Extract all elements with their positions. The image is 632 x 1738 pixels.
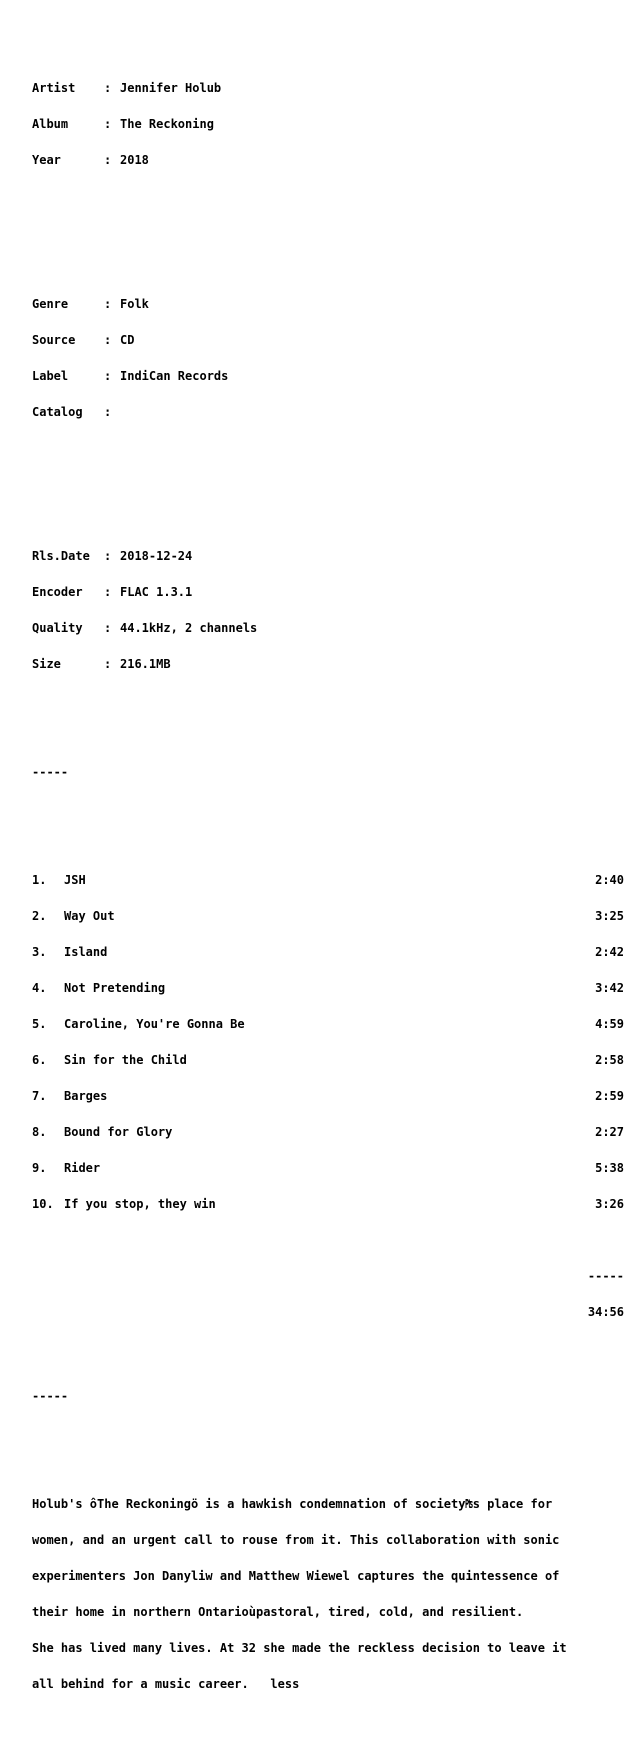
meta-value: Jennifer Holub — [120, 81, 222, 95]
description-line: experimenters Jon Danyliw and Matthew Wiewel captures the quintessence of — [32, 1569, 560, 1583]
track-number: 8. — [32, 1125, 47, 1139]
meta-label: Source — [32, 333, 76, 347]
track-title: Sin for the Child — [64, 1053, 187, 1067]
track-duration: 3:26 — [595, 1197, 624, 1211]
spacer — [32, 1426, 624, 1438]
meta-separator: : — [104, 81, 112, 95]
track-duration: 3:25 — [595, 909, 624, 923]
meta-separator: : — [104, 657, 112, 671]
meta-label: Label — [32, 369, 69, 383]
track-title: Bound for Glory — [64, 1125, 173, 1139]
description-line: women, and an urgent call to rouse from it. This collaboration with sonic — [32, 1533, 560, 1547]
track-row — [32, 946, 624, 958]
track-number: 1. — [32, 873, 47, 887]
section-divider: ----- — [32, 1389, 69, 1403]
meta-value: FLAC 1.3.1 — [120, 585, 193, 599]
track-row — [32, 874, 624, 886]
track-number: 5. — [32, 1017, 47, 1031]
meta-label: Artist — [32, 81, 76, 95]
meta-separator: : — [104, 585, 112, 599]
track-number: 4. — [32, 981, 47, 995]
track-duration: 2:58 — [595, 1053, 624, 1067]
meta-separator: : — [104, 369, 112, 383]
meta-value — [120, 406, 624, 418]
track-title: If you stop, they win — [64, 1197, 216, 1211]
track-title: Rider — [64, 1161, 101, 1175]
track-duration: 5:38 — [595, 1161, 624, 1175]
meta-row-year — [32, 154, 624, 166]
track-duration: 3:42 — [595, 981, 624, 995]
meta-row-label — [32, 370, 624, 382]
description-line: Holub's ôThe Reckoningö is a hawkish condemnation of society₧s place for — [32, 1497, 553, 1511]
track-title: Island — [64, 945, 108, 959]
meta-row-quality — [32, 622, 624, 634]
track-number: 3. — [32, 945, 47, 959]
meta-separator: : — [104, 405, 112, 419]
track-number: 6. — [32, 1053, 47, 1067]
meta-row-release-date — [32, 550, 624, 562]
track-duration: 4:59 — [595, 1017, 624, 1031]
meta-label: Catalog — [32, 405, 83, 419]
track-row — [32, 1198, 624, 1210]
track-title: Caroline, You're Gonna Be — [64, 1017, 245, 1031]
meta-value: Folk — [120, 297, 149, 311]
track-title: JSH — [64, 873, 86, 887]
album-description — [32, 1474, 624, 1714]
meta-value: 2018-12-24 — [120, 549, 193, 563]
meta-separator: : — [104, 621, 112, 635]
meta-separator: : — [104, 117, 112, 131]
track-row — [32, 1126, 624, 1138]
meta-value: 216.1MB — [120, 657, 171, 671]
meta-value: The Reckoning — [120, 117, 214, 131]
meta-label: Quality — [32, 621, 83, 635]
track-row — [32, 1054, 624, 1066]
meta-separator: : — [104, 333, 112, 347]
track-row — [32, 910, 624, 922]
meta-value: 2018 — [120, 153, 149, 167]
track-duration: 2:40 — [595, 873, 624, 887]
total-divider: ----- — [587, 1269, 624, 1283]
total-duration: 34:56 — [587, 1305, 624, 1319]
meta-separator: : — [104, 549, 112, 563]
meta-label: Encoder — [32, 585, 83, 599]
spacer — [32, 730, 624, 742]
source-block — [32, 274, 624, 442]
meta-value: CD — [120, 333, 135, 347]
spacer — [32, 802, 624, 814]
meta-row-catalog — [32, 406, 624, 418]
tech-block — [32, 526, 624, 694]
track-duration: 2:27 — [595, 1125, 624, 1139]
meta-block — [32, 58, 624, 190]
track-row — [32, 1018, 624, 1030]
description-line: She has lived many lives. At 32 she made the reckless decision to leave it — [32, 1641, 567, 1655]
tracklist — [32, 850, 624, 1234]
meta-row-album — [32, 118, 624, 130]
description-line: all behind for a music career. less — [32, 1677, 300, 1691]
track-row — [32, 982, 624, 994]
track-number: 2. — [32, 909, 47, 923]
meta-separator: : — [104, 153, 112, 167]
meta-label: Size — [32, 657, 61, 671]
meta-separator: : — [104, 297, 112, 311]
nfo-document — [32, 22, 624, 1738]
meta-label: Album — [32, 117, 69, 131]
meta-label: Year — [32, 153, 61, 167]
track-title: Way Out — [64, 909, 115, 923]
track-number: 10. — [32, 1197, 54, 1211]
description-line: their home in northern Ontarioùpastoral, tired, cold, and resilient. — [32, 1605, 524, 1619]
track-title: Not Pretending — [64, 981, 166, 995]
track-duration: 2:59 — [595, 1089, 624, 1103]
track-title: Barges — [64, 1089, 108, 1103]
track-number: 9. — [32, 1161, 47, 1175]
meta-row-source — [32, 334, 624, 346]
meta-row-encoder — [32, 586, 624, 598]
section-divider: ----- — [32, 765, 69, 779]
meta-row-artist — [32, 82, 624, 94]
spacer — [32, 478, 624, 490]
spacer — [32, 1342, 624, 1354]
meta-row-size — [32, 658, 624, 670]
track-number: 7. — [32, 1089, 47, 1103]
meta-label: Rls.Date — [32, 549, 90, 563]
meta-value: 44.1kHz, 2 channels — [120, 621, 258, 635]
track-row — [32, 1090, 624, 1102]
track-row — [32, 1162, 624, 1174]
track-duration: 2:42 — [595, 945, 624, 959]
meta-label: Genre — [32, 297, 69, 311]
meta-value: IndiCan Records — [120, 369, 229, 383]
meta-row-genre — [32, 298, 624, 310]
spacer — [32, 226, 624, 238]
